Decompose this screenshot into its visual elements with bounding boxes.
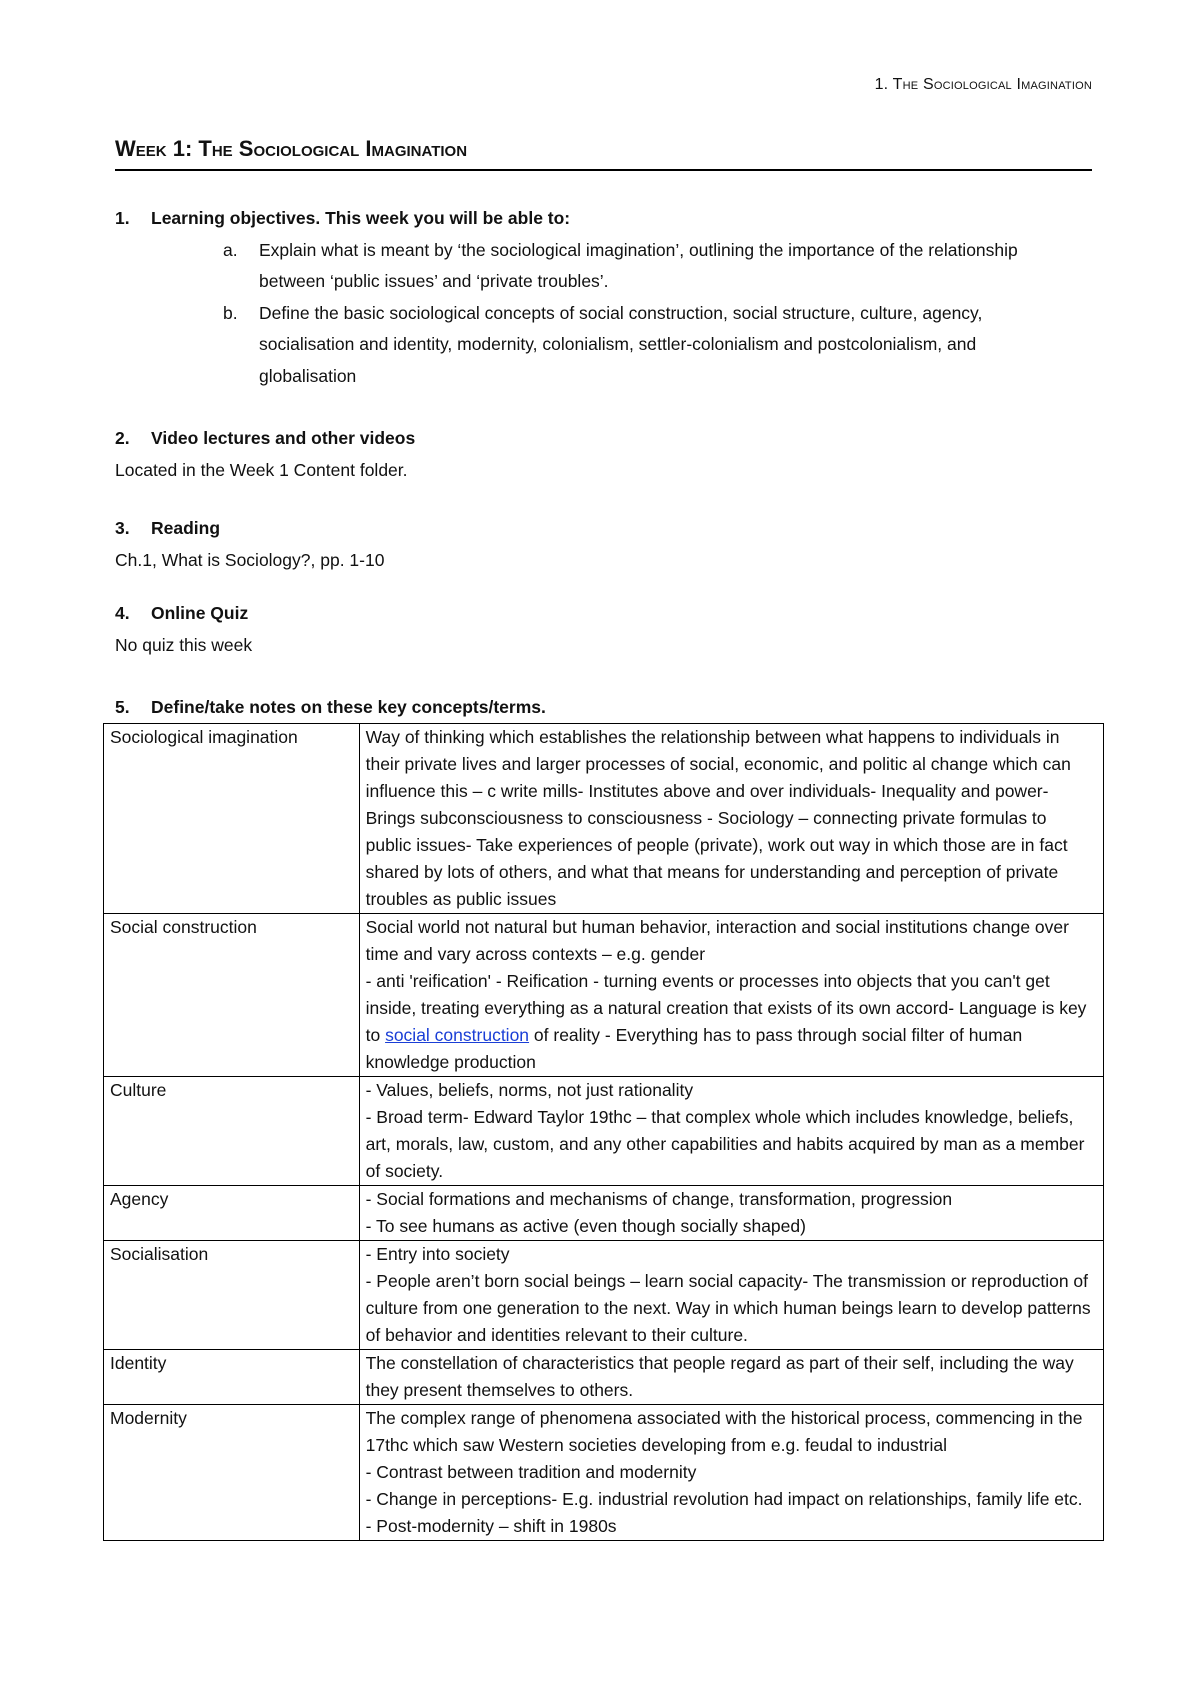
section-heading-text: Define/take notes on these key concepts/terms. [151,697,546,717]
definition-text: of reality - Everything has to pass through social filter of human knowledge production [365,1025,1023,1072]
running-header: 1. The Sociological Imagination [874,76,1092,93]
table-row [104,1186,1104,1241]
section-heading-text: Reading [151,518,221,538]
definition-line: - To see humans as active (even though socially shaped) [365,1216,806,1236]
definition-line: The complex range of phenomena associated with the historical process, commencing in the 17thc which saw Western societies developing from e.g. feudal to industrial [365,1408,1083,1455]
definition-line [366,968,1097,1076]
objective-letter: a. [223,239,238,260]
objective-text: Define the basic sociological concepts of social construction, social structure, culture, agency, socialisation and identity, modernity, colonialism, settler-colonialism and postcolonialism, and globalisation [259,302,983,386]
concept-definition [359,1241,1103,1350]
concept-term: Identity [104,1350,360,1405]
section-number: 4. [115,603,130,623]
objective-text: Explain what is meant by ‘the sociological imagination’, outlining the importance of the relationship between ‘public issues’ and ‘private troubles’. [259,239,1018,291]
objective-item [115,235,1095,298]
section-heading [115,692,1095,724]
table-row [104,724,1104,914]
concepts-table [103,723,1104,1541]
concept-term: Modernity [104,1405,360,1541]
concept-term: Culture [104,1077,360,1186]
definition-line: - Contrast between tradition and modernity [365,1462,697,1482]
section-video-lectures [115,423,1095,486]
table-row [104,1077,1104,1186]
definition-line: - Entry into society [365,1244,510,1264]
section-learning-objectives [115,203,1095,392]
concept-definition [359,724,1103,914]
social-construction-link[interactable]: social construction [385,1025,530,1045]
section-number: 3. [115,518,130,538]
definition-line: - Values, beliefs, norms, not just rationality [365,1080,694,1100]
definition-line: - People aren’t born social beings – learn social capacity- The transmission or reproduction of culture from one generation to the next. Way in which human beings learn to develop patterns of behavior and identities relevant to their culture. [365,1271,1091,1345]
objective-letter: b. [223,302,238,323]
concept-definition [359,1350,1103,1405]
definition-text: - anti 'reification' - Reification - turning events or processes into objects that you can't get inside, treating everything as a natural creation that exists of its own accord- Language is key to [365,971,1087,1045]
concept-term: Agency [104,1186,360,1241]
definition-line: The constellation of characteristics that people regard as part of their self, including the way they present themselves to others. [365,1353,1074,1400]
page-title: Week 1: The Sociological Imagination [115,135,1092,171]
objectives-list [115,235,1095,393]
section-body: Located in the Week 1 Content folder. [115,459,408,480]
section-online-quiz [115,598,1095,661]
table-row [104,914,1104,1077]
concept-definition [359,914,1103,1077]
table-row [104,1241,1104,1350]
section-number: 5. [115,697,130,717]
concept-definition [359,1077,1103,1186]
section-heading [115,203,1095,235]
section-heading [115,513,1095,545]
section-body: No quiz this week [115,634,253,655]
section-heading [115,423,1095,455]
concept-definition [359,1405,1103,1541]
section-reading [115,513,1095,576]
section-heading [115,598,1095,630]
concept-definition [359,1186,1103,1241]
section-number: 1. [115,208,130,228]
definition-line: - Post-modernity – shift in 1980s [365,1516,617,1536]
section-key-concepts [115,692,1095,724]
section-heading-text: Video lectures and other videos [151,428,416,448]
definition-line: Way of thinking which establishes the relationship between what happens to individuals in their private lives and larger processes of social, economic, and politic al change which can influence this – c write mills- Institutes above and over individuals- Inequality and power- Brings subconsciousness to consciousness - Sociology – connecting private formulas to public issues- Take experiences of people (private), work out way in which those are in fact shared by lots of others, and what that means for understanding and perception of private troubles as public issues [365,727,1071,909]
section-heading-text: Online Quiz [151,603,249,623]
definition-line: - Change in perceptions- E.g. industrial revolution had impact on relationships, family life etc. [365,1489,1083,1509]
concept-term: Social construction [104,914,360,1077]
concept-term: Socialisation [104,1241,360,1350]
concept-term: Sociological imagination [104,724,360,914]
table-row [104,1405,1104,1541]
definition-line: - Social formations and mechanisms of change, transformation, progression [365,1189,953,1209]
definition-line: Social world not natural but human behavior, interaction and social institutions change over time and vary across contexts – e.g. gender [365,917,1069,964]
section-number: 2. [115,428,130,448]
table-row [104,1350,1104,1405]
section-heading-text: Learning objectives. This week you will be able to: [151,208,571,228]
definition-line: - Broad term- Edward Taylor 19thc – that complex whole which includes knowledge, beliefs, art, morals, law, custom, and any other capabilities and habits acquired by man as a member of society. [365,1107,1085,1181]
objective-item [115,298,1095,393]
section-body: Ch.1, What is Sociology?, pp. 1-10 [115,549,385,570]
